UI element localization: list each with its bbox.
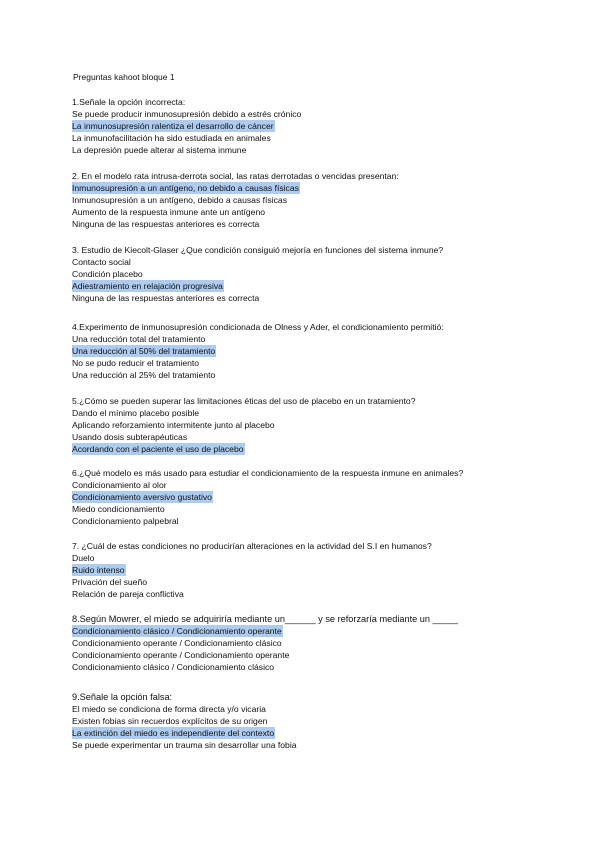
answer-option-correct: La inmunosupresión ralentiza el desarrollo de cáncer	[72, 121, 274, 131]
question-9	[72, 691, 532, 751]
question-text: 2. En el modelo rata intrusa-derrota social, las ratas derrotadas o vencidas presentan:	[72, 171, 399, 181]
question-7	[72, 540, 532, 600]
answer-option: Condicionamiento clásico / Condicionamiento clásico	[72, 662, 275, 672]
answer-option: El miedo se condiciona de forma directa y/o vicaria	[72, 704, 266, 714]
answer-option: Se puede producir inmunosupresión debido a estrés crónico	[72, 109, 302, 119]
answer-option: Ninguna de las respuestas anteriores es correcta	[72, 293, 260, 303]
answer-option-correct: Ruido intenso	[72, 565, 125, 575]
answer-option: Condición placebo	[72, 269, 143, 279]
question-text: 9.Señale la opción falsa:	[72, 692, 173, 702]
answer-option: Privación del sueño	[72, 577, 148, 587]
answer-option: Condicionamiento palpebral	[72, 516, 179, 526]
answer-option: Ninguna de las respuestas anteriores es correcta	[72, 219, 260, 229]
answer-option-correct: La extinción del miedo es independiente del contexto	[72, 728, 275, 738]
answer-option: Una reducción total del tratamiento	[72, 334, 206, 344]
question-text: 8.Según Mowrer, el miedo se adquiriría mediante un______ y se reforzaría mediante un _____	[72, 614, 459, 624]
answer-option: Se puede experimentar un trauma sin desarrollar una fobia	[72, 740, 297, 750]
answer-option: Existen fobias sin recuerdos explícitos de su origen	[72, 716, 268, 726]
answer-option-correct: Una reducción al 50% del tratamiento	[72, 346, 216, 356]
answer-option: Una reducción al 25% del tratamiento	[72, 370, 216, 380]
question-text: 5.¿Cómo se pueden superar las limitaciones éticas del uso de placebo en un tratamiento?	[72, 396, 416, 406]
question-text: 1.Señale la opción incorrecta:	[72, 97, 186, 107]
answer-option-correct: Acordando con el paciente el uso de placebo	[72, 444, 244, 454]
answer-option: Condicionamiento al olor	[72, 480, 167, 490]
document-title: Preguntas kahoot bloque 1	[73, 72, 175, 82]
question-4	[72, 321, 532, 381]
question-1	[72, 96, 532, 156]
answer-option: Relación de pareja conflictiva	[72, 589, 184, 599]
question-text: 3. Estudio de Kiecolt-Glaser ¿Que condición consiguió mejoría en funciones del sistema inmune?	[72, 245, 444, 255]
answer-option: Dando el mínimo placebo posible	[72, 408, 200, 418]
answer-option: Usando dosis subterapéuticas	[72, 432, 188, 442]
question-text: 7. ¿Cuál de estas condiciones no producirían alteraciones en la actividad del S.I en humanos?	[72, 541, 432, 551]
answer-option: La inmunofacilitación ha sido estudiada en animales	[72, 133, 271, 143]
answer-option-correct: Condicionamiento aversivo gustativo	[72, 492, 212, 502]
answer-option: Condicionamiento operante / Condicionamiento operante	[72, 650, 290, 660]
answer-option-correct: Condicionamiento clásico / Condicionamiento operante	[72, 626, 282, 636]
answer-option: Inmunosupresión a un antígeno, debido a causas físicas	[72, 195, 287, 205]
answer-option: Condicionamiento operante / Condicionamiento clásico	[72, 638, 282, 648]
answer-option: Aumento de la respuesta inmune ante un antígeno	[72, 207, 266, 217]
answer-option: Aplicando reforzamiento intermitente junto al placebo	[72, 420, 275, 430]
question-3	[72, 244, 532, 304]
answer-option: La depresión puede alterar al sistema inmune	[72, 145, 247, 155]
answer-option: Duelo	[72, 553, 95, 563]
answer-option-correct: Adiestramiento en relajación progresiva	[72, 281, 223, 291]
question-2	[72, 170, 532, 230]
answer-option: No se pudo reducir el tratamiento	[72, 358, 200, 368]
answer-option-correct: Inmunosupresión a un antígeno, no debido a causas físicas	[72, 183, 299, 193]
answer-option: Miedo condicionamiento	[72, 504, 165, 514]
question-text: 4.Experimento de inmunosupresión condicionada de Olness y Ader, el condicionamiento permitió:	[72, 322, 444, 332]
question-6	[72, 467, 532, 527]
question-text: 6.¿Qué modelo es más usado para estudiar el condicionamiento de la respuesta inmune en animales?	[72, 468, 464, 478]
question-8	[72, 613, 532, 673]
question-5	[72, 395, 532, 455]
answer-option: Contacto social	[72, 257, 131, 267]
